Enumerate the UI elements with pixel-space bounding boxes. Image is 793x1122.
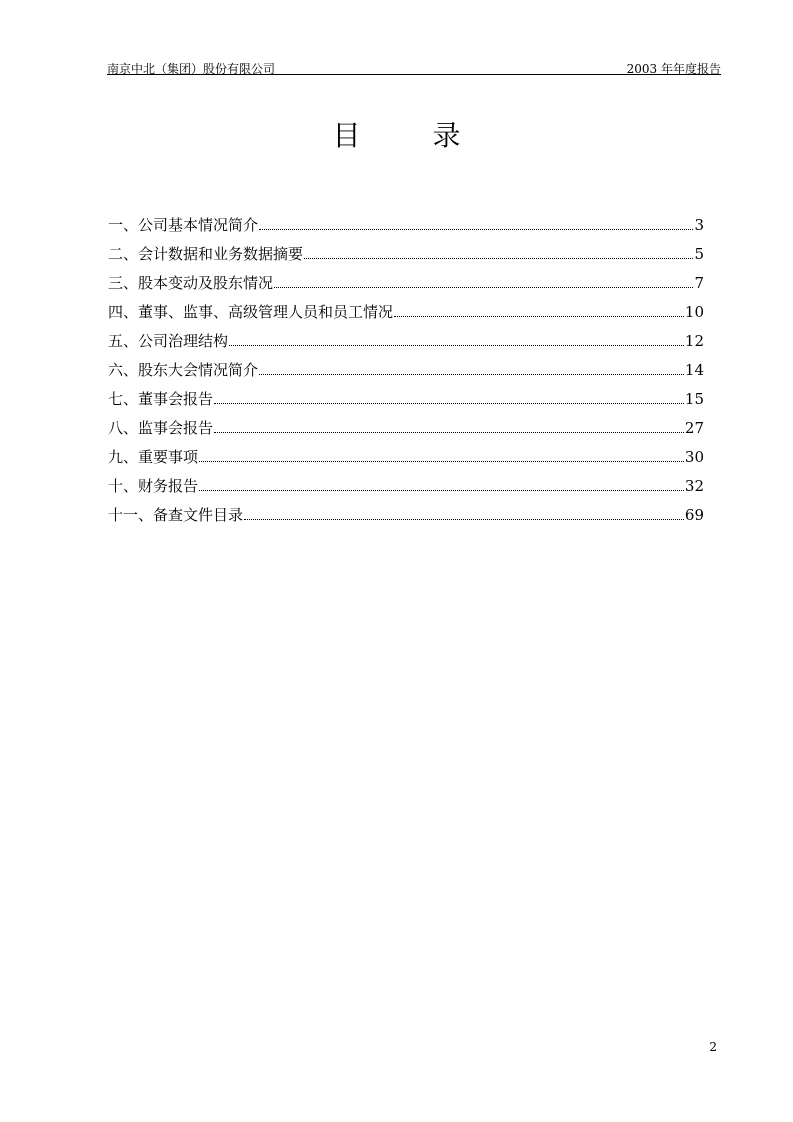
toc-entry-page: 14	[684, 361, 704, 379]
toc-leader-dots	[199, 460, 684, 462]
toc-entry-label: 五、公司治理结构	[108, 332, 229, 350]
page-number: 2	[709, 1040, 717, 1054]
page-header	[107, 56, 721, 76]
toc-leader-dots	[394, 315, 684, 317]
toc-entry[interactable]	[108, 243, 704, 272]
toc-leader-dots	[229, 344, 684, 346]
header-company-name: 南京中北（集团）股份有限公司	[107, 62, 276, 76]
toc-entry[interactable]	[108, 446, 704, 475]
toc-leader-dots	[214, 431, 684, 433]
toc-leader-dots	[244, 518, 684, 520]
toc-entry-page: 5	[694, 245, 704, 263]
toc-leader-dots	[214, 402, 684, 404]
toc-entry-page: 32	[684, 477, 704, 495]
toc-entry-page: 15	[684, 390, 704, 408]
toc-entry-page: 10	[684, 303, 704, 321]
toc-leader-dots	[259, 228, 693, 230]
toc-entry[interactable]	[108, 214, 704, 243]
toc-leader-dots	[199, 489, 684, 491]
toc-entry[interactable]	[108, 272, 704, 301]
toc-entry-page: 12	[684, 332, 704, 350]
toc-entry-label: 七、董事会报告	[108, 390, 214, 408]
toc-entry-label: 三、股本变动及股东情况	[108, 274, 274, 292]
toc-entry-page: 7	[694, 274, 704, 292]
toc-leader-dots	[304, 257, 693, 259]
toc-leader-dots	[274, 286, 693, 288]
toc-entry-label: 九、重要事项	[108, 448, 199, 466]
page-title	[0, 118, 793, 154]
toc-entry[interactable]	[108, 417, 704, 446]
toc-entry-page: 30	[684, 448, 704, 466]
toc-entry[interactable]	[108, 504, 704, 533]
toc-entry-page: 27	[684, 419, 704, 437]
toc-entry-label: 十一、备查文件目录	[108, 506, 244, 524]
toc-entry-label: 二、会计数据和业务数据摘要	[108, 245, 304, 263]
title-char-1: 目	[332, 119, 361, 152]
header-divider	[107, 74, 721, 75]
title-char-2: 录	[432, 119, 461, 152]
toc-entry-label: 一、公司基本情况简介	[108, 216, 259, 234]
header-report-title: 2003 年年度报告	[626, 62, 721, 76]
toc-entry[interactable]	[108, 475, 704, 504]
toc-leader-dots	[259, 373, 684, 375]
toc-entry-label: 六、股东大会情况简介	[108, 361, 259, 379]
toc-entry[interactable]	[108, 359, 704, 388]
toc-entry-page: 69	[684, 506, 704, 524]
toc-entry-label: 八、监事会报告	[108, 419, 214, 437]
toc-entry[interactable]	[108, 330, 704, 359]
toc-entry-label: 十、财务报告	[108, 477, 199, 495]
toc-entry[interactable]	[108, 301, 704, 330]
table-of-contents	[108, 214, 704, 533]
toc-entry[interactable]	[108, 388, 704, 417]
toc-entry-label: 四、董事、监事、高级管理人员和员工情况	[108, 303, 394, 321]
toc-entry-page: 3	[694, 216, 704, 234]
